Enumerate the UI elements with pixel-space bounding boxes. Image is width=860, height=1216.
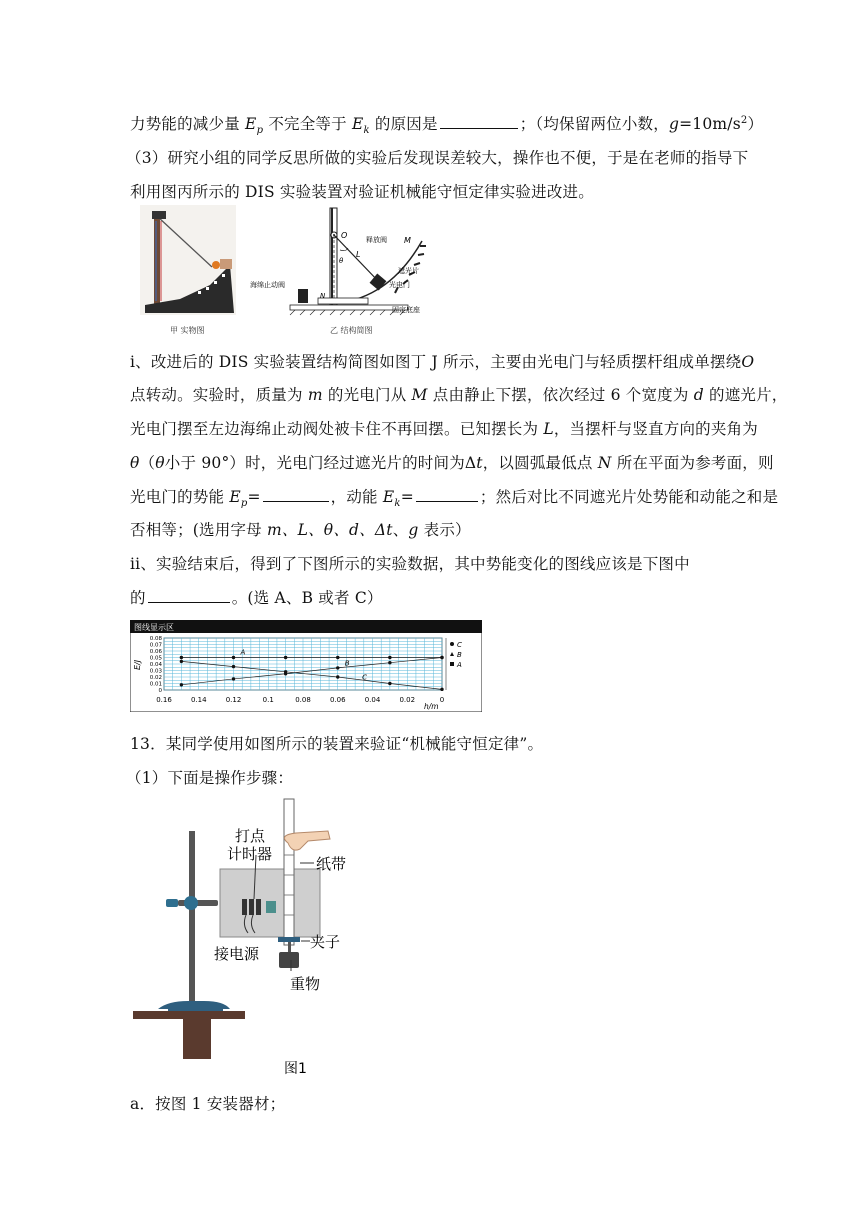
series-label-A: A: [240, 648, 246, 657]
apparatus-figure: [140, 205, 470, 340]
y-tick-label: 0.04: [149, 662, 162, 668]
question-13: 13．某同学使用如图所示的装置来验证“机械能守恒定律”。: [130, 735, 544, 753]
structure-diagram: [250, 208, 426, 315]
fig1-label-tape: 纸带: [316, 855, 347, 873]
fig1-caption: 图1: [284, 1061, 307, 1077]
label-N: N: [320, 292, 326, 300]
photo-caption: 甲 实物图: [170, 326, 205, 335]
fig1-label-weight: 重物: [290, 975, 321, 993]
chart-ylabel: E/J: [133, 659, 142, 670]
fig1-label-power: 接电源: [214, 945, 260, 963]
series-label-C: C: [362, 673, 367, 682]
label-L: L: [356, 250, 361, 259]
x-tick-label: 0: [439, 696, 445, 704]
text-line-10: ii、实验结束后，得到了下图所示的实验数据，其中势能变化的图线应该是下图中: [130, 555, 690, 573]
graph-choice-blank[interactable]: [148, 601, 230, 603]
y-tick-label: 0.03: [149, 668, 162, 675]
label-sponge: 海绵止动阀: [250, 281, 285, 289]
text-line-11: 的 。(选 A、B 或者 C）: [130, 589, 383, 607]
x-tick-label: 0.1: [262, 696, 274, 704]
text-line-4: i、改进后的 DIS 实验装置结构简图如图丁 J 所示，主要由光电门与轻质摆杆组成单摆绕O: [130, 353, 755, 371]
text-line-9: 否相等；(选用字母 m、L、θ、d、Δt、g 表示）: [130, 521, 471, 539]
chart-xlabel: h/m: [424, 702, 439, 711]
x-tick-label: 0.02: [399, 696, 416, 704]
y-tick-label: 0.05: [149, 655, 162, 662]
step-header: （1）下面是操作步骤：: [126, 769, 294, 787]
data-point-B: [440, 656, 443, 659]
figure-1-apparatus: [128, 795, 368, 1080]
data-point-C: [180, 660, 183, 663]
chart-title: 图线显示区: [134, 623, 174, 632]
data-point-A: [336, 656, 339, 659]
text-line-6: 光电门摆至左边海绵止动阀处被卡住不再回摆。已知摆长为 L，当摆杆与竖直方向的夹角为: [130, 420, 758, 438]
y-tick-label: 0.06: [149, 649, 162, 655]
data-point-C: [284, 670, 287, 673]
text-line-1: 力势能的减少量 $E_p$ 不完全等于 $E_k$ 的原因是 ；（均保留两位小数，$g=10m/s^2$）: [130, 114, 764, 137]
structure-caption: 乙 结构简图: [330, 326, 373, 335]
apparatus-photo: [140, 205, 236, 315]
data-point-A: [180, 656, 183, 659]
potential-energy-blank[interactable]: [263, 500, 329, 502]
data-point-C: [440, 688, 443, 691]
data-point-C: [336, 675, 339, 678]
legend-label-B: B: [457, 651, 462, 659]
label-theta: θ: [339, 257, 344, 265]
y-tick-label: 0.01: [149, 681, 162, 688]
text-line-5: 点转动。实验时，质量为 m 的光电门从 M 点由静止下摆，依次经过 6 个宽度为 d 的遮光片，: [130, 386, 788, 404]
step-a: a．按图 1 安装器材；: [130, 1095, 286, 1113]
legend-label-C: C: [457, 641, 462, 649]
energy-chart: [130, 620, 482, 712]
fig1-label-timer1: 打点: [235, 827, 266, 845]
data-point-A: [232, 656, 235, 659]
kinetic-energy-blank[interactable]: [416, 500, 478, 502]
answer-blank[interactable]: [440, 127, 518, 129]
label-release: 释放阀: [366, 236, 387, 244]
data-point-A: [284, 656, 287, 659]
x-tick-label: 0.08: [295, 696, 311, 704]
label-gate: 光电门: [389, 281, 410, 289]
fig1-label-clip: 夹子: [310, 933, 341, 951]
legend-label-A: A: [457, 661, 462, 669]
data-point-B: [336, 666, 339, 669]
y-tick-label: 0.02: [149, 675, 162, 681]
data-point-B: [180, 683, 183, 686]
data-point-C: [388, 682, 391, 685]
label-shutter: 遮光片: [398, 267, 419, 275]
label-M: M: [404, 236, 411, 245]
label-base: 固定底座: [392, 306, 420, 314]
y-tick-label: 0: [158, 688, 162, 694]
x-tick-label: 0.16: [156, 696, 172, 704]
series-label-B: B: [344, 659, 350, 668]
text-line-8: 光电门的势能 $E_p=$ ，动能 $E_k=$ ；然后对比不同遮光片处势能和动能之和是: [130, 488, 779, 510]
text-line-3: 利用图丙所示的 DIS 实验装置对验证机械能守恒定律实验进改进。: [130, 183, 594, 201]
y-tick-label: 0.08: [149, 636, 162, 642]
data-point-B: [388, 661, 391, 664]
label-O: O: [341, 231, 348, 240]
legend-marker-A: [450, 662, 454, 666]
data-point-A: [388, 656, 391, 659]
x-tick-label: 0.06: [329, 696, 346, 704]
x-tick-label: 0.04: [364, 696, 381, 704]
legend-marker-C: [450, 642, 454, 646]
x-tick-label: 0.14: [190, 696, 207, 704]
data-point-C: [232, 665, 235, 668]
y-tick-label: 0.07: [149, 642, 162, 649]
text-line-7: θ（θ小于 90°）时，光电门经过遮光片的时间为Δt，以圆弧最低点 N 所在平面为参考面，则: [130, 454, 774, 472]
fig1-label-timer2: 计时器: [227, 845, 273, 863]
x-tick-label: 0.12: [225, 696, 242, 704]
text-line-2: （3）研究小组的同学反思所做的实验后发现误差较大，操作也不便，于是在老师的指导下: [126, 149, 749, 167]
data-point-B: [232, 677, 235, 680]
